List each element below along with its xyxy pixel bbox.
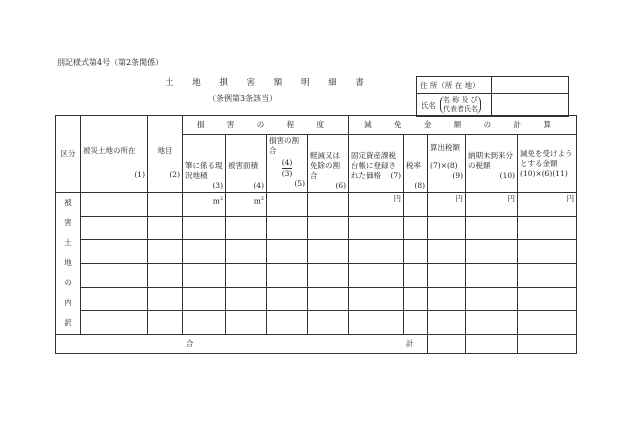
- calc-tax-cell[interactable]: [428, 240, 466, 264]
- reduction-ratio-cell[interactable]: [308, 263, 349, 287]
- assessed-value-cell[interactable]: [349, 287, 404, 311]
- name-input[interactable]: [492, 94, 569, 117]
- total-extra-cell[interactable]: [518, 335, 577, 354]
- name-label: 氏名: [421, 100, 436, 110]
- form-code: 別記様式第4号（第2条関係）: [57, 58, 164, 67]
- area-cell[interactable]: $m^2$: [183, 193, 226, 217]
- header-location: 被災土地の所在 (1): [81, 116, 148, 193]
- calc-tax-cell[interactable]: 円: [428, 193, 466, 217]
- header-unpaid: 納期未到来分の税額 (10): [466, 135, 518, 193]
- location-cell[interactable]: [81, 216, 148, 240]
- reduction-ratio-cell[interactable]: [308, 216, 349, 240]
- address-label: 住 所（所 在 地）: [417, 77, 492, 94]
- unpaid-cell[interactable]: [466, 240, 518, 264]
- header-reduction-amount: 減免を受けようとする金額 (10)×(6)(11): [518, 135, 577, 193]
- table-row: [56, 263, 577, 287]
- reduction-ratio-cell[interactable]: [308, 287, 349, 311]
- header-ratio: 損害の割合 $\frac{(4)}{(3)}$ (5): [267, 135, 308, 193]
- assessed-value-cell[interactable]: [349, 263, 404, 287]
- assessed-value-cell[interactable]: [349, 240, 404, 264]
- unpaid-cell[interactable]: [466, 287, 518, 311]
- unpaid-cell[interactable]: [466, 216, 518, 240]
- location-cell[interactable]: [81, 311, 148, 335]
- chimoku-cell[interactable]: [148, 240, 183, 264]
- damaged-area-cell[interactable]: [226, 240, 267, 264]
- chimoku-cell[interactable]: [148, 216, 183, 240]
- ratio-fraction: $\frac{(4)}{(3)}$: [281, 158, 293, 178]
- reduction-amount-cell[interactable]: [518, 240, 577, 264]
- location-cell[interactable]: [81, 287, 148, 311]
- ratio-cell[interactable]: [267, 193, 308, 217]
- header-area: 筆に係る現況地積 (3): [183, 135, 226, 193]
- header-kubun: 区分: [56, 116, 81, 193]
- header-assessed-value: 固定資産課税台帳に登録された価格 (7): [349, 135, 404, 193]
- header-chimoku: 地目 (2): [148, 116, 183, 193]
- unpaid-cell[interactable]: [466, 263, 518, 287]
- header-calc-tax: 算出税額 (7)×(8) (9): [428, 135, 466, 193]
- assessed-value-cell[interactable]: 円: [349, 193, 404, 217]
- damaged-area-cell[interactable]: [226, 263, 267, 287]
- location-cell[interactable]: [81, 263, 148, 287]
- table-row: [56, 311, 577, 335]
- tax-rate-cell[interactable]: [404, 311, 428, 335]
- tax-rate-cell[interactable]: [404, 287, 428, 311]
- ratio-cell[interactable]: [267, 287, 308, 311]
- total-label-left: 合: [186, 339, 194, 348]
- ratio-cell[interactable]: [267, 263, 308, 287]
- address-box: [416, 76, 569, 117]
- damaged-area-cell[interactable]: [226, 287, 267, 311]
- total-reduction-amount-cell[interactable]: [466, 335, 518, 354]
- name-sub-bracket: [440, 96, 481, 114]
- header-tax-rate: 税率 (8): [404, 135, 428, 193]
- location-cell[interactable]: [81, 240, 148, 264]
- reduction-ratio-cell[interactable]: [308, 240, 349, 264]
- reduction-amount-cell[interactable]: [518, 311, 577, 335]
- document-title: 土 地 損 害 額 明 細 書: [165, 78, 372, 88]
- reduction-amount-cell[interactable]: 円: [518, 193, 577, 217]
- tax-rate-cell[interactable]: [404, 216, 428, 240]
- unpaid-cell[interactable]: 円: [466, 193, 518, 217]
- assessed-value-cell[interactable]: [349, 216, 404, 240]
- location-cell[interactable]: [81, 193, 148, 217]
- name-sub-1: 名 称 及 び: [443, 96, 478, 104]
- header-reduction-ratio: 軽減又は免除の割合 (6): [308, 135, 349, 193]
- calc-tax-cell[interactable]: [428, 287, 466, 311]
- reduction-amount-cell[interactable]: [518, 287, 577, 311]
- address-input[interactable]: [492, 77, 569, 94]
- area-cell[interactable]: [183, 240, 226, 264]
- side-label: 被 害 土 地 の 内 訳: [56, 193, 81, 335]
- document-subtitle: （条例第3条該当）: [208, 94, 278, 103]
- reduction-ratio-cell[interactable]: [308, 311, 349, 335]
- area-cell[interactable]: [183, 263, 226, 287]
- calc-tax-cell[interactable]: [428, 216, 466, 240]
- area-cell[interactable]: [183, 311, 226, 335]
- reduction-ratio-cell[interactable]: [308, 193, 349, 217]
- table-row: [56, 240, 577, 264]
- name-label-cell: [417, 94, 492, 117]
- damage-detail-table: [55, 115, 577, 354]
- total-label-right: 計: [406, 339, 414, 348]
- total-row: [56, 335, 577, 354]
- tax-rate-cell[interactable]: [404, 240, 428, 264]
- assessed-value-cell[interactable]: [349, 311, 404, 335]
- total-unpaid-cell[interactable]: [428, 335, 466, 354]
- ratio-cell[interactable]: [267, 216, 308, 240]
- header-damage-group: 損 害 の 程 度: [183, 116, 349, 135]
- name-sub-2: 代表者氏名: [443, 105, 478, 113]
- table-row: [56, 216, 577, 240]
- damaged-area-cell[interactable]: $m^2$: [226, 193, 267, 217]
- chimoku-cell[interactable]: [148, 311, 183, 335]
- calc-tax-cell[interactable]: [428, 311, 466, 335]
- unpaid-cell[interactable]: [466, 311, 518, 335]
- tax-rate-cell[interactable]: [404, 193, 428, 217]
- table-row: [56, 193, 577, 217]
- tax-rate-cell[interactable]: [404, 263, 428, 287]
- area-cell[interactable]: [183, 216, 226, 240]
- ratio-cell[interactable]: [267, 240, 308, 264]
- damaged-area-cell[interactable]: [226, 311, 267, 335]
- calc-tax-cell[interactable]: [428, 263, 466, 287]
- chimoku-cell[interactable]: [148, 263, 183, 287]
- header-reduction-group: 減 免 金 額 の 計 算: [349, 116, 577, 135]
- table-row: [56, 287, 577, 311]
- header-damaged-area: 被害面積 (4): [226, 135, 267, 193]
- ratio-cell[interactable]: [267, 311, 308, 335]
- damaged-area-cell[interactable]: [226, 216, 267, 240]
- reduction-amount-cell[interactable]: [518, 263, 577, 287]
- chimoku-cell[interactable]: [148, 193, 183, 217]
- total-label: [56, 335, 428, 354]
- chimoku-cell[interactable]: [148, 287, 183, 311]
- reduction-amount-cell[interactable]: [518, 216, 577, 240]
- area-cell[interactable]: [183, 287, 226, 311]
